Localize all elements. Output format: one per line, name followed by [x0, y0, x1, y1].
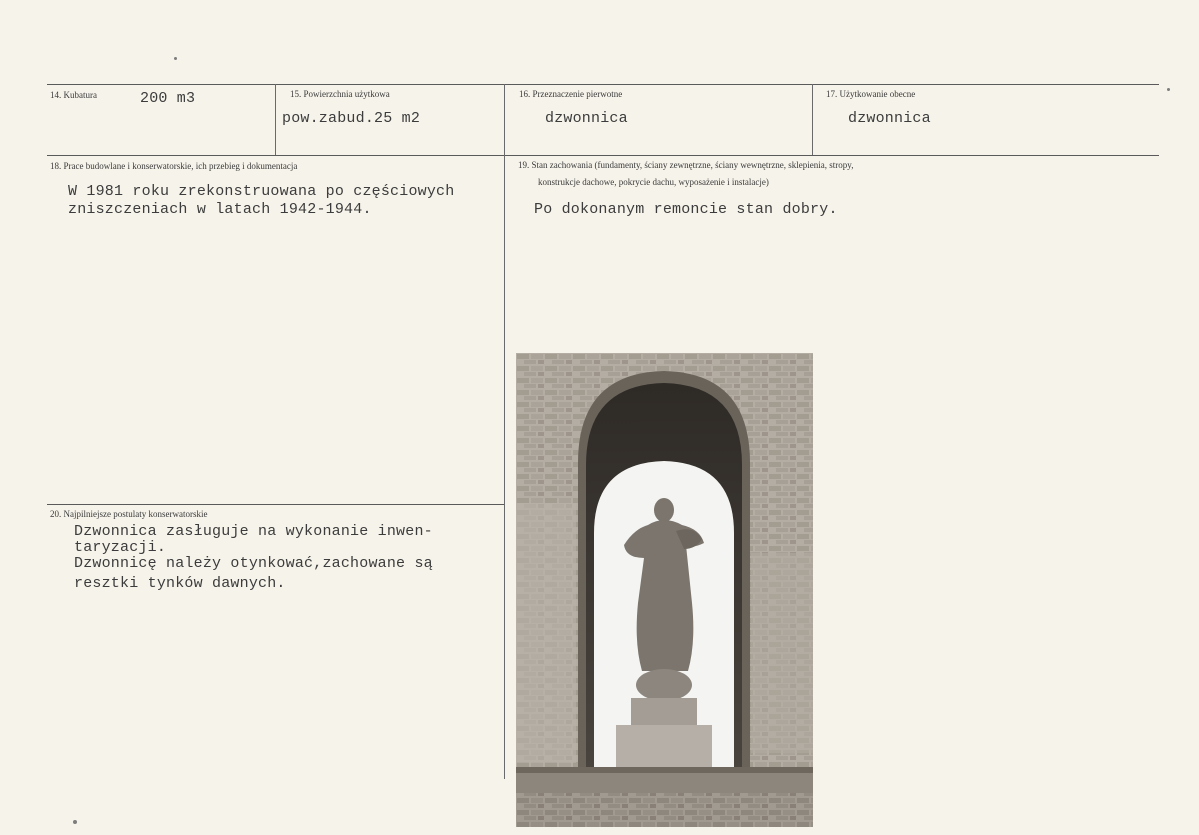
rule-row-2 — [47, 155, 1159, 156]
postulaty-line-4: resztki tynków dawnych. — [74, 575, 286, 592]
postulaty-line-2: taryzacji. — [74, 539, 167, 556]
paper-speck — [73, 820, 77, 824]
prace-line-1: W 1981 roku zrekonstruowana po częściowych — [68, 183, 455, 200]
divider-col-3 — [812, 84, 813, 155]
stan-label-line-2: konstrukcje dachowe, pokrycie dachu, wyposażenie i instalacje) — [538, 177, 769, 187]
przeznaczenie-value: dzwonnica — [545, 110, 628, 127]
belltower-photo — [516, 353, 813, 827]
divider-col-1 — [275, 84, 276, 155]
postulaty-line-3: Dzwonnicę należy otynkować,zachowane są — [74, 555, 433, 572]
paper-speck — [1167, 88, 1170, 91]
kubatura-value: 200 m3 — [140, 90, 196, 107]
top-rule — [47, 84, 1159, 85]
stan-label-line-1: 19. Stan zachowania (fundamenty, ściany zewnętrzne, ściany wewnętrzne, sklepienia, stropy, — [518, 160, 854, 170]
prace-label: 18. Prace budowlane i konserwatorskie, ich przebieg i dokumentacja — [50, 161, 298, 171]
uzytkowanie-value: dzwonnica — [848, 110, 931, 127]
powierzchnia-label: 15. Powierzchnia użytkowa — [290, 89, 390, 99]
postulaty-label: 20. Najpilniejsze postulaty konserwatorskie — [50, 509, 208, 519]
powierzchnia-value: pow.zabud.25 m2 — [282, 110, 421, 127]
uzytkowanie-label: 17. Użytkowanie obecne — [826, 89, 916, 99]
przeznaczenie-label: 16. Przeznaczenie pierwotne — [519, 89, 623, 99]
postulaty-line-1: Dzwonnica zasługuje na wykonanie inwen- — [74, 523, 433, 540]
stan-value: Po dokonanym remoncie stan dobry. — [534, 201, 838, 218]
prace-line-2: zniszczeniach w latach 1942-1944. — [68, 201, 372, 218]
paper-speck — [174, 57, 177, 60]
rule-row-3 — [47, 504, 504, 505]
divider-col-2 — [504, 84, 505, 779]
kubatura-label: 14. Kubatura — [50, 90, 97, 100]
